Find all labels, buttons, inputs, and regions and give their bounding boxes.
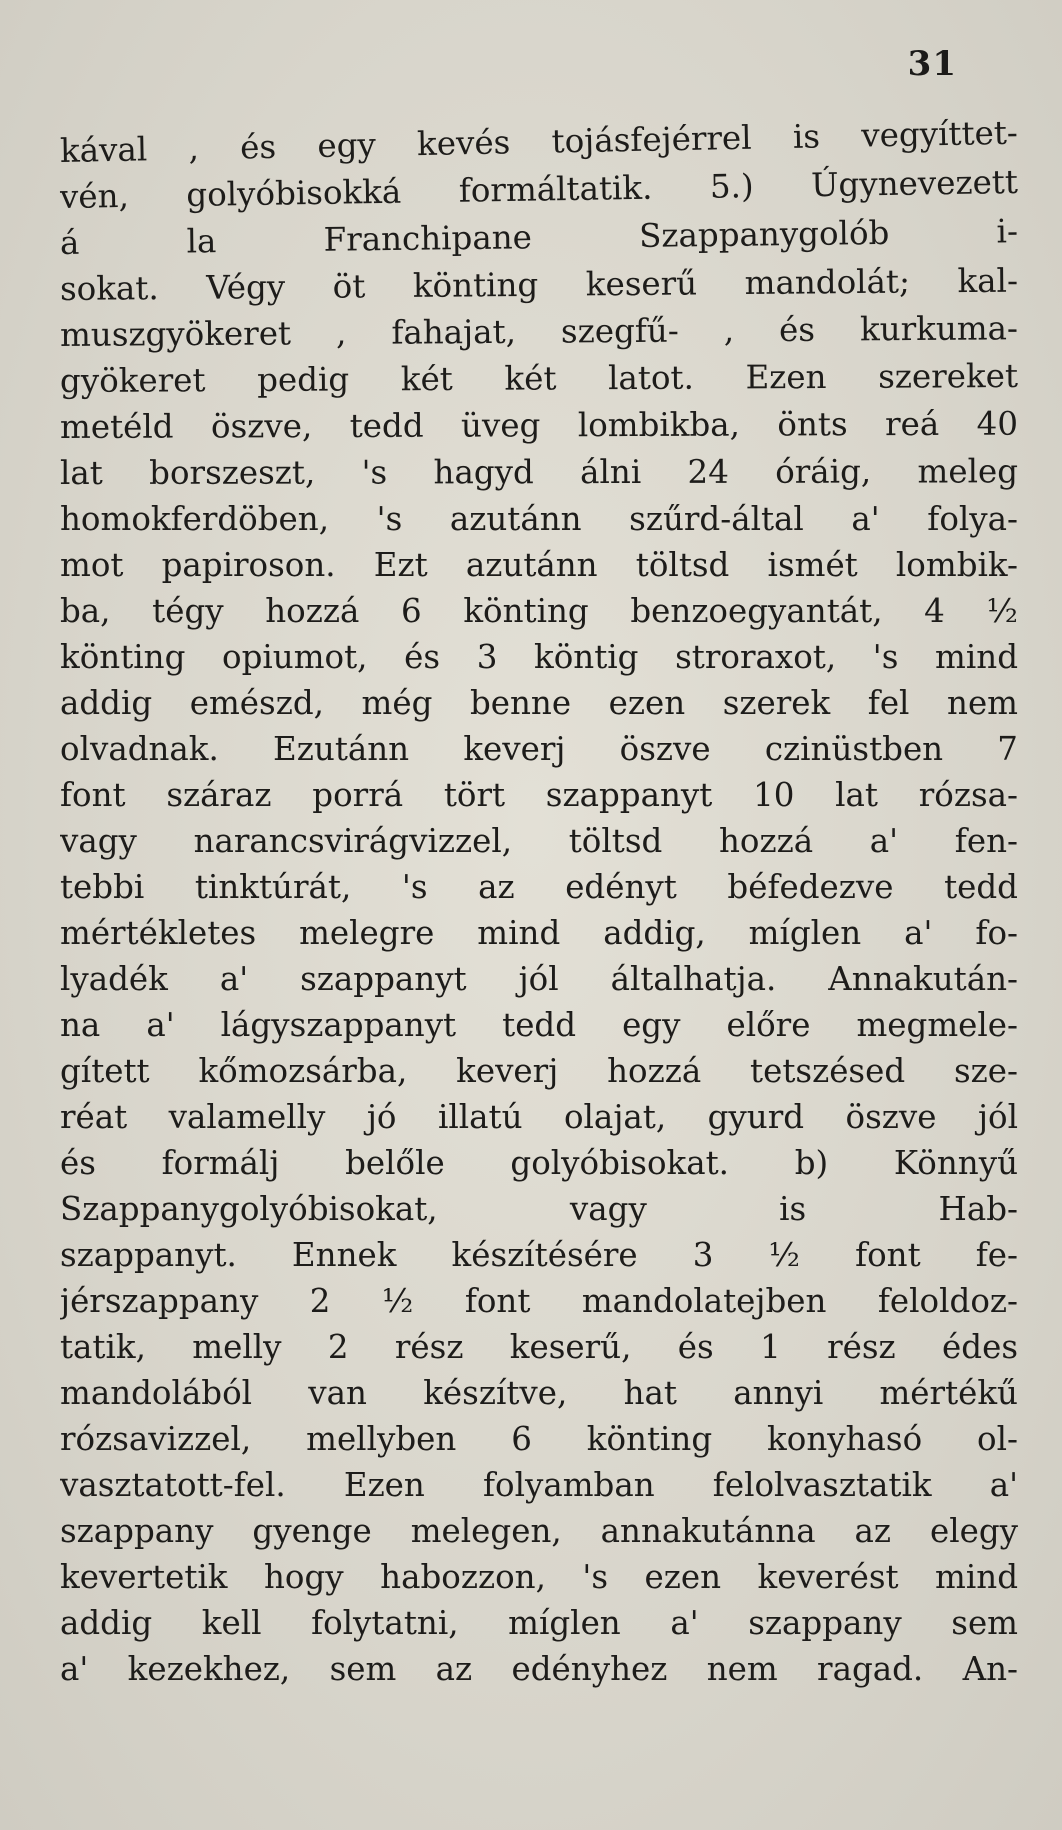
text-line: addig emészd, még benne ezen szerek fel nem	[60, 684, 1018, 722]
text-line: szappanyt. Ennek készítésére 3 ½ font fe-	[60, 1236, 1018, 1274]
text-line: a' kezekhez, sem az edényhez nem ragad. An-	[60, 1650, 1018, 1688]
text-line: kával , és egy kevés tojásfejérrel is vegyíttet-	[59, 113, 1019, 170]
text-line: homokferdöben, 's azutánn szűrd-által a' folya-	[60, 500, 1018, 538]
text-line: lat borszeszt, 's hagyd álni 24 óráig, meleg	[59, 452, 1019, 492]
text-line: Szappanygolyóbisokat, vagy is Hab-	[60, 1190, 1018, 1228]
body-text	[59, 113, 1019, 1692]
text-line: metéld öszve, tedd üveg lombikba, önts reá 40	[59, 404, 1019, 446]
text-line: tebbi tinktúrát, 's az edényt béfedezve tedd	[60, 868, 1018, 906]
text-line: szappany gyenge melegen, annakutánna az elegy	[60, 1512, 1018, 1550]
text-line: lyadék a' szappanyt jól általhatja. Annakután-	[60, 960, 1018, 998]
text-line: vasztatott-fel. Ezen folyamban felolvasztatik a'	[60, 1466, 1018, 1504]
text-line: kevertetik hogy habozzon, 's ezen keverést mind	[60, 1558, 1018, 1596]
text-line: vagy narancsvirágvizzel, töltsd hozzá a' fen-	[60, 822, 1018, 860]
text-line: mértékletes melegre mind addig, míglen a' fo-	[60, 914, 1018, 952]
text-line: sokat. Végy öt könting keserű mandolát; kal-	[59, 261, 1019, 308]
text-line: és formálj belőle golyóbisokat. b) Könnyű	[60, 1144, 1018, 1182]
text-line: tatik, melly 2 rész keserű, és 1 rész édes	[60, 1328, 1018, 1366]
text-line: mandolából van készítve, hat annyi mértékű	[60, 1374, 1018, 1412]
text-line: addig kell folytatni, míglen a' szappany sem	[60, 1604, 1018, 1642]
text-line: gyökeret pedig két két latot. Ezen szereket	[59, 356, 1019, 400]
text-line: muszgyökeret , fahajat, szegfű- , és kurkuma-	[59, 309, 1019, 354]
text-line: rózsavizzel, mellyben 6 könting konyhasó ol-	[60, 1420, 1018, 1458]
text-line: olvadnak. Ezutánn keverj öszve czinüstben 7	[60, 730, 1018, 768]
text-line: á la Franchipane Szappanygolób i-	[59, 212, 1019, 262]
text-line: könting opiumot, és 3 köntig stroraxot, 's mind	[60, 638, 1018, 676]
text-line: ba, tégy hozzá 6 könting benzoegyantát, 4 ½	[60, 592, 1018, 630]
text-line: font száraz porrá tört szappanyt 10 lat rózsa-	[60, 776, 1018, 814]
text-line: gített kőmozsárba, keverj hozzá tetszésed sze-	[60, 1052, 1018, 1090]
text-line: mot papiroson. Ezt azutánn töltsd ismét lombik-	[60, 546, 1018, 584]
text-line: jérszappany 2 ½ font mandolatejben feloldoz-	[60, 1282, 1018, 1320]
text-line: vén, golyóbisokká formáltatik. 5.) Úgynevezett	[59, 162, 1019, 216]
text-line: réat valamelly jó illatú olajat, gyurd öszve jól	[60, 1098, 1018, 1136]
text-line: na a' lágyszappanyt tedd egy előre megmele-	[60, 1006, 1018, 1044]
page-number: 31	[907, 44, 957, 84]
